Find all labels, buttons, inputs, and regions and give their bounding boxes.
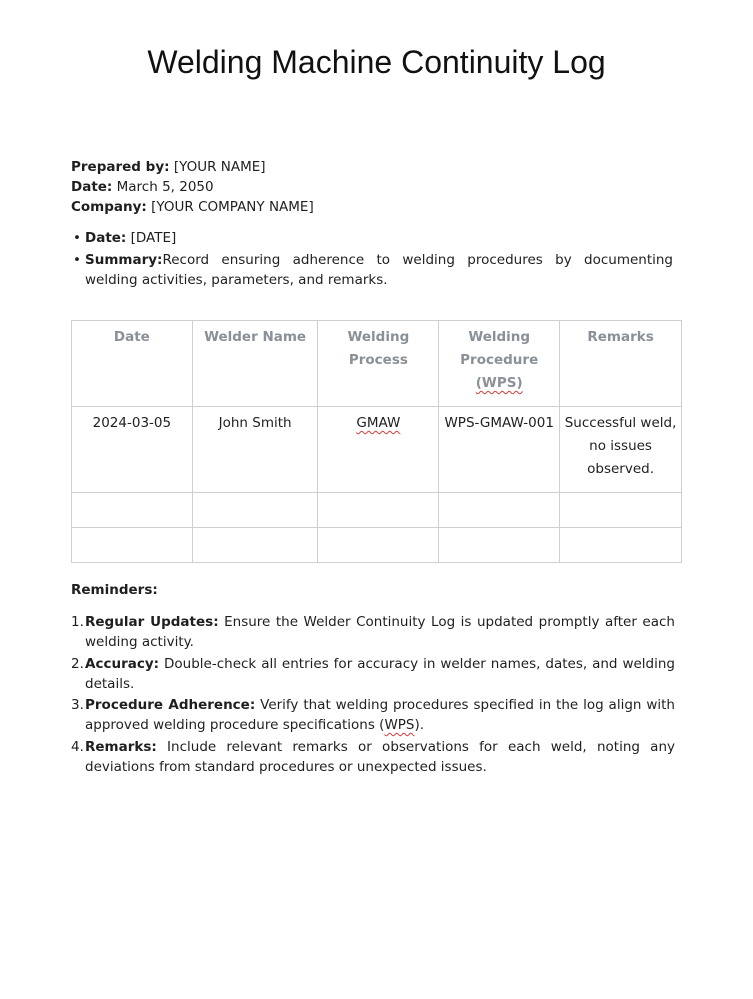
page-title: Welding Machine Continuity Log <box>147 44 606 80</box>
prepared-by-label: Prepared by: <box>71 159 170 175</box>
reminder-number: 3. <box>71 697 84 713</box>
empty-cell <box>192 493 318 528</box>
cell-welding-process <box>318 407 439 493</box>
bullet-summary-text: Record ensuring adherence to welding procedures by documenting welding activities, parameters, and remarks. <box>85 252 673 288</box>
cell-welding-procedure: WPS-GMAW-001 <box>439 407 560 493</box>
bullet-date-label: Date: <box>85 230 127 246</box>
reminder-item <box>71 654 675 694</box>
reminders-heading: Reminders: <box>71 582 158 598</box>
header-procedure-line1: Welding <box>468 329 531 345</box>
bullet-date-text: [DATE] <box>126 230 177 246</box>
bullet-summary <box>71 250 673 290</box>
reminder-text-wps: WPS <box>384 717 415 733</box>
summary-bullets <box>71 228 673 292</box>
header-welding-process <box>318 321 439 407</box>
empty-cell <box>318 493 439 528</box>
reminder-item <box>71 737 675 777</box>
empty-cell <box>192 528 318 563</box>
empty-cell <box>560 528 682 563</box>
header-procedure-line3: (WPS) <box>475 375 523 391</box>
reminder-number: 1. <box>71 614 84 630</box>
cell-date: 2024-03-05 <box>72 407 193 493</box>
table-header-row <box>72 321 682 407</box>
date-value: March 5, 2050 <box>116 179 214 195</box>
reminder-number: 2. <box>71 655 84 672</box>
prepared-by-line <box>71 157 314 177</box>
prepared-by-value: [YOUR NAME] <box>173 159 266 175</box>
header-remarks: Remarks <box>560 321 682 407</box>
table-row <box>72 407 682 493</box>
company-value: [YOUR COMPANY NAME] <box>151 199 314 215</box>
empty-cell <box>72 528 193 563</box>
empty-cell <box>439 528 560 563</box>
reminder-text: Ensure the Welder Continuity Log is updated promptly after each welding activity. <box>85 614 675 650</box>
header-process-line1: Welding <box>347 329 410 345</box>
reminder-text: Include relevant remarks or observations for each weld, noting any deviations from standard procedures or unexpected issues. <box>85 738 675 775</box>
table-row-empty <box>72 528 682 563</box>
reminder-label: Regular Updates: <box>85 614 219 630</box>
empty-cell <box>318 528 439 563</box>
empty-cell <box>439 493 560 528</box>
reminder-number: 4. <box>71 738 84 755</box>
empty-cell <box>560 493 682 528</box>
reminder-label: Procedure Adherence: <box>85 697 256 713</box>
reminders-list <box>71 612 675 778</box>
reminder-label: Accuracy: <box>85 655 160 672</box>
reminder-text-end: ). <box>414 717 425 733</box>
reminder-label: Remarks: <box>85 738 157 755</box>
cell-welder-name: John Smith <box>192 407 318 493</box>
cell-remarks-line3: observed. <box>587 461 654 477</box>
cell-remarks-line1: Successful weld, <box>564 415 677 431</box>
reminder-text: Double-check all entries for accuracy in welder names, dates, and welding details. <box>85 655 675 692</box>
header-process-line2: Process <box>348 352 408 368</box>
reminder-item <box>71 612 675 652</box>
cell-remarks-line2: no issues <box>589 438 652 454</box>
date-line <box>71 177 314 197</box>
header-procedure-line2: Procedure <box>460 352 539 368</box>
cell-process-text: GMAW <box>356 415 401 431</box>
cell-remarks <box>560 407 682 493</box>
empty-cell <box>72 493 193 528</box>
header-date: Date <box>72 321 193 407</box>
date-label: Date: <box>71 179 113 195</box>
company-label: Company: <box>71 199 147 215</box>
company-line <box>71 197 314 217</box>
bullet-summary-label: Summary: <box>85 252 163 268</box>
header-welder-name: Welder Name <box>192 321 318 407</box>
table-row-empty <box>72 493 682 528</box>
bullet-date <box>71 228 673 248</box>
reminder-text: Verify that welding procedures specified in the log align with approved welding procedure specifications ( <box>85 697 675 733</box>
document-meta <box>71 157 314 217</box>
continuity-log-table <box>71 320 682 563</box>
header-welding-procedure <box>439 321 560 407</box>
reminder-item <box>71 695 675 735</box>
